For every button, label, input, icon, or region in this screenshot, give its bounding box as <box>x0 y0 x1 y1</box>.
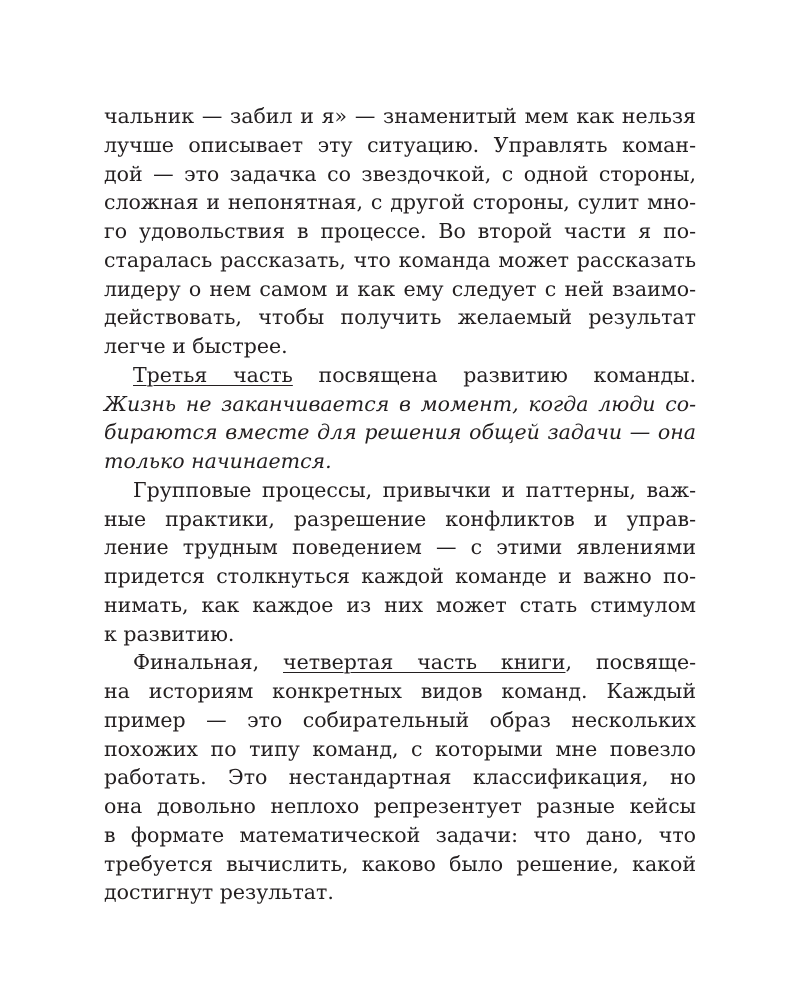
italic-text-line: только начинается. <box>104 449 332 473</box>
paragraph-1 <box>104 102 696 361</box>
text-line: требуется вычислить, каково было решение, какой <box>104 851 696 876</box>
book-page-text <box>104 102 696 907</box>
text-line: лучше описывает эту ситуацию. Управлять коман- <box>104 132 696 157</box>
text-line: действовать, чтобы получить желаемый результат <box>104 305 696 330</box>
underlined-phrase-third-part: Третья часть <box>133 362 293 387</box>
text-fragment: Финальная, <box>133 650 284 675</box>
text-line: пример — это собирательный образ нескольких <box>104 707 696 732</box>
text-line: работать. Это нестандартная классификация, но <box>104 765 696 790</box>
text-line: к развитию. <box>104 621 235 646</box>
italic-text-line: Жизнь не заканчивается в момент, когда люди со- <box>104 391 696 416</box>
text-line: ление трудным поведением — с этими явлениями <box>104 535 696 560</box>
text-line: лидеру о нем самом и как ему следует с ней взаимо- <box>104 276 696 301</box>
text-line <box>104 361 696 390</box>
text-line: дой — это задачка со звездочкой, с одной стороны, <box>104 161 696 186</box>
text-line: похожих по типу команд, с которыми мне повезло <box>104 736 696 761</box>
text-line: сложная и непонятная, с другой стороны, сулит мно- <box>104 190 696 215</box>
paragraph-3 <box>104 476 696 649</box>
text-line: старалась рассказать, что команда может рассказать <box>104 247 696 272</box>
underlined-phrase-fourth-part: четвертая часть книги <box>283 650 566 675</box>
paragraph-2 <box>104 361 696 476</box>
text-line: она довольно неплохо репрезентует разные кейсы <box>104 794 696 818</box>
text-line: в формате математической задачи: что дано, что <box>104 822 696 847</box>
text-line: нимать, как каждое из них может стать стимулом <box>104 592 696 617</box>
text-fragment: , посвяще- <box>565 650 696 675</box>
text-line: го удовольствия в процессе. Во второй части я по- <box>104 219 696 243</box>
text-line: достигнут результат. <box>104 880 334 905</box>
text-line: придется столкнуться каждой команде и важно по- <box>104 564 696 588</box>
text-line: на историям конкретных видов команд. Каждый <box>104 679 696 703</box>
italic-text-line: бираются вместе для решения общей задачи — она <box>104 420 696 445</box>
text-line: легче и быстрее. <box>104 334 288 358</box>
text-line <box>104 648 696 677</box>
text-fragment: посвящена развитию команды. <box>292 362 696 387</box>
text-line: чальник — забил и я» — знаменитый мем как нельзя <box>104 104 696 128</box>
text-line: ные практики, разрешение конфликтов и управ- <box>104 506 696 531</box>
paragraph-4 <box>104 648 696 907</box>
text-line: Групповые процессы, привычки и паттерны, важ- <box>133 477 696 502</box>
